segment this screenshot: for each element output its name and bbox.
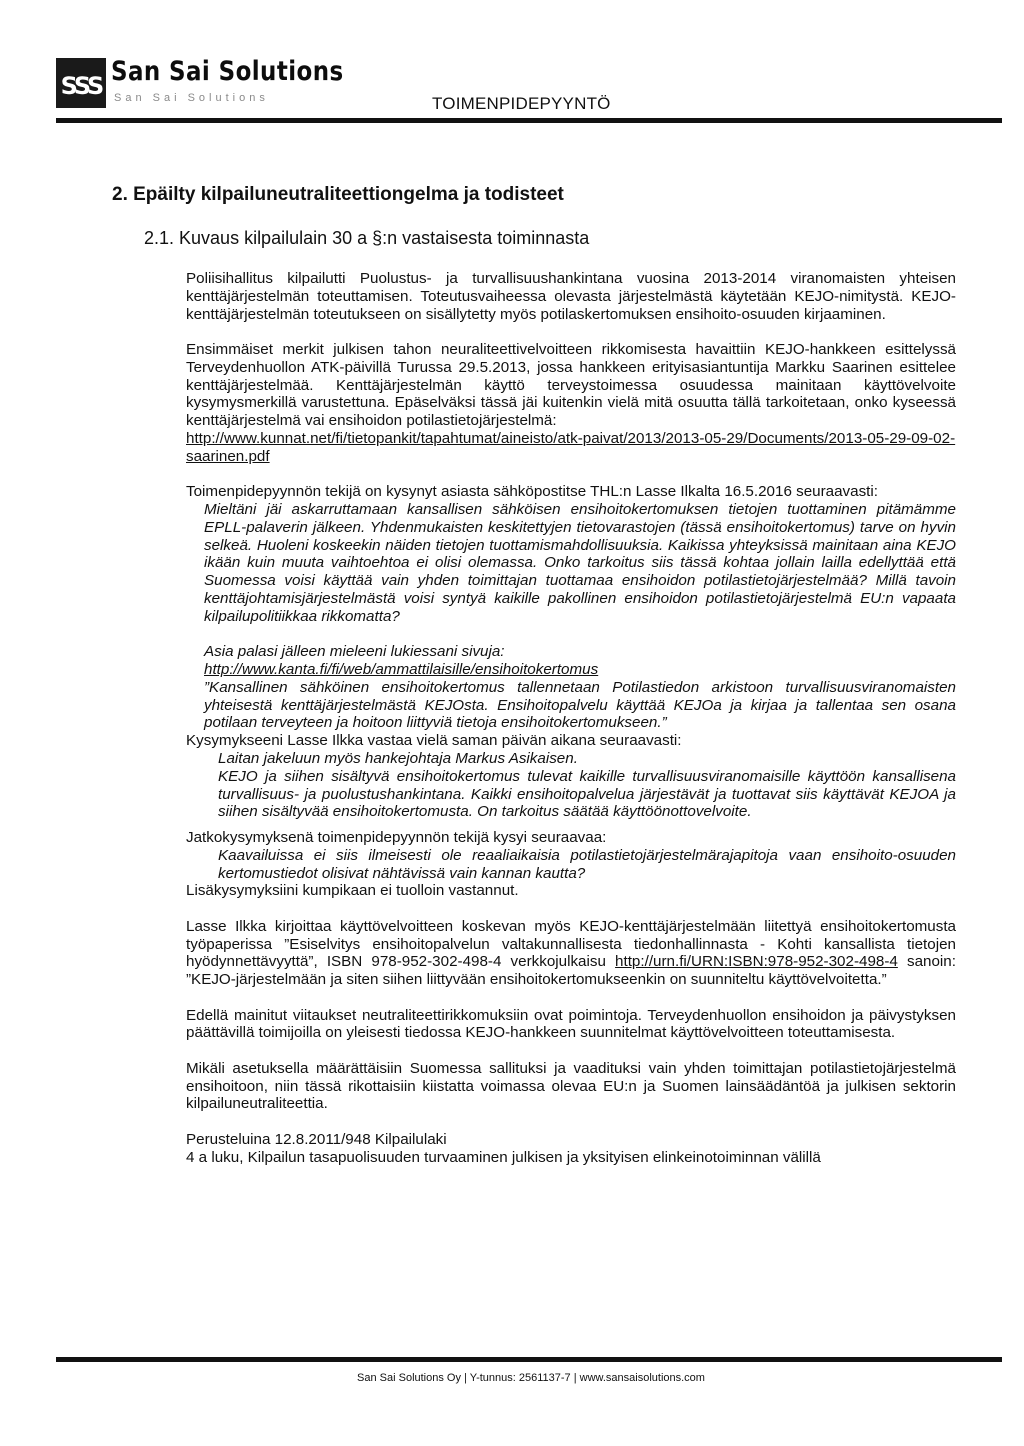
paragraph-2: Ensimmäiset merkit julkisen tahon neuraliteettivelvoitteen rikkomisesta havaittiin KEJO-hankkeen esittelyssä Terveydenhuollon ATK-päivillä Turussa 29.5.2013, jossa hankkeen erityisasiantuntija Markku Saarinen esittelee kenttäjärjestelmää. Kenttäjärjestelmän käyttö terveystoimessa osuudessa mainitaan käyttövelvoite kysymysmerkillä varustettuna. Epäselväksi tässä jäi kuitenkin vielä mitä osuutta tällä tarkoitetaan, onko kyseessä kenttäjärjestelmä vai ensihoidon potilastietojärjestelmä: [186,340,956,430]
section-heading: 2. Epäilty kilpailuneutraliteettiongelma ja todisteet [112,184,564,205]
email-quote-intro: Asia palasi jälleen mieleeni lukiessani sivuja: [204,643,505,661]
paragraph-1: Poliisihallitus kilpailutti Puolustus- ja turvallisuushankintana vuosina 2013-2014 viranomaisten yhteisen kenttäjärjestelmän toteuttamisen. Toteutusvaiheessa olevasta järjestelmästä käytetään KEJO-nimitystä. KEJO-kenttäjärjestelmän toteutukseen on sisällytetty myös potilaskertomuksen ensihoito-osuuden kirjaaminen. [186,270,956,323]
paragraph-6: Lisäkysymyksiini kumpikaan ei tuolloin vastannut. [186,882,519,900]
document-type: TOIMENPIDEPYYNTÖ [432,94,611,113]
kanta-link[interactable]: http://www.kanta.fi/fi/web/ammattilaisille/ensihoitokertomus [204,660,599,678]
legal-chapter: 4 a luku, Kilpailun tasapuolisuuden turvaaminen julkisen ja yksityisen elinkeinotoiminnan välillä [186,1148,821,1166]
footer-divider [56,1357,1002,1362]
answer-line-1: Laitan jakeluun myös hankejohtaja Markus Asikaisen. [218,749,578,767]
email-question: Mieltäni jäi askarruttamaan kansallisen sähköisen ensihoitokertomuksen tietojen tuottaminen pitämämme EPLL-palaverin jälkeen. Yhdenmukaisten keskitettyjen tietovarastojen (tässä ensihoitokertomus) tarve on hyvin selkeä. Huoleni koskeekin näiden tietojen tuottamismahdollisuuksia. Kaikissa yhteyksissä mainitaan aina KEJO ikään kuin muuta vaihtoehtoa ei olisi olemassa. Onko tarkoitus siis tässä kohtaa jollain lailla edellyttää että Suomessa voisi käyttää vain yhden toimittajan tuottamaa ensihoidon potilastietojärjestelmää? Millä tavoin kenttäjohtamisjärjestelmästä voisi syntyä kaikille pakollinen ensihoidon potilastietojärjestelmä EU:n vapaata kilpailupolitiikkaa rikkomatta? [204,500,956,625]
company-name: San Sai Solutions [111,56,344,87]
footer-company-info: San Sai Solutions Oy | Y-tunnus: 2561137-7 | www.sansaisolutions.com [357,1372,705,1384]
paragraph-7-text: Lasse Ilkka kirjoittaa käyttövelvoitteen koskevan myös KEJO-kenttäjärjestelmään liitettyä ensihoitokertomusta työpaperissa ”Esiselvitys ensihoitopalvelun valtakunnallisesta tiedonhallinnasta - Kohti kansallista tietojen hyödynnettävyyttä”, ISBN 978-952-302-498-4 verkkojulkaisu [186,917,956,971]
svg-text:SSS: SSS [60,72,102,100]
company-logo [56,56,344,110]
kanta-quote: ”Kansallinen sähköinen ensihoitokertomus tallennetaan Potilastiedon arkistoon turvallisuusviranomaisten yhteisestä kenttäjärjestelmästä KEJOsta. Ensihoitopalvelu käyttää KEJOa ja kirjaa ja tallentaa sen osana potilaan terveyteen ja hoitoon liittyviä tietoja ensihoitokertomukseen.” [204,678,956,732]
paragraph-8: Edellä mainitut viitaukset neutraliteettirikkomuksiin ovat poimintoja. Terveydenhuollon ensihoidon ja päivystyksen päättävillä toimijoilla on yleisesti tiedossa KEJO-hankkeen suunnitelmat käyttövelvoitteen toteuttamisesta. [186,1006,956,1042]
subsection-heading: 2.1. Kuvaus kilpailulain 30 a §:n vastaisesta toiminnasta [144,228,590,248]
paragraph-3: Toimenpidepyynnön tekijä on kysynyt asiasta sähköpostitse THL:n Lasse Ilkalta 16.5.2016 seuraavasti: [186,483,878,501]
paragraph-9: Mikäli asetuksella määrättäisiin Suomessa sallituksi ja vaadituksi vain yhden toimittajan potilastietojärjestelmä ensihoitoon, niin tässä rikottaisiin kiistatta voimassa olevaa EU:n ja Suomen lainsäädäntöä ja julkisen sektorin kilpailuneutraliteettia. [186,1059,956,1113]
answer-line-2: KEJO ja siihen sisältyvä ensihoitokertomus tulevat kaikille turvallisuusviranomaisille käyttöön kansallisena turvallisuus- ja puolustushankintana. Kaikki ensihoitopalvelua järjestävät ja tuottavat siis käyttävät KEJOA ja siihen sisältyvää ensihoitokertomusta. On tarkoitus säätää käyttöönottovelvoite. [218,767,956,821]
isbn-link[interactable]: http://urn.fi/URN:ISBN:978-952-302-498-4 [615,953,898,971]
header-divider [56,118,1002,123]
paragraph-7 [186,918,956,989]
legal-basis: Perusteluina 12.8.2011/948 Kilpailulaki [186,1130,447,1148]
company-tagline: San Sai Solutions [114,92,269,104]
followup-question: Kaavailuissa ei siis ilmeisesti ole reaaliaikaisia potilastietojärjestelmärajapitoja vaan ensihoito-osuuden kertomustiedot olisivat nähtävissä vain kannan kautta? [218,846,956,882]
paragraph-7-quote: sanoin: ”KEJO-järjestelmään ja siten siihen liittyvään ensihoitokertomukseenkin on suunniteltu käyttövelvoitetta.” [186,953,956,989]
sss-monogram-icon [56,58,106,108]
paragraph-5: Jatkokysymyksenä toimenpidepyynnön tekijä kysyi seuraavaa: [186,829,607,847]
document-body [186,270,956,1166]
paragraph-4: Kysymykseeni Lasse Ilkka vastaa vielä saman päivän aikana seuraavasti: [186,732,682,750]
atk-paivat-link[interactable]: http://www.kunnat.net/fi/tietopankit/tapahtumat/aineisto/atk-paivat/2013/2013-05-29/Documents/2013-05-29-09-02-saarinen.pdf [186,429,956,465]
